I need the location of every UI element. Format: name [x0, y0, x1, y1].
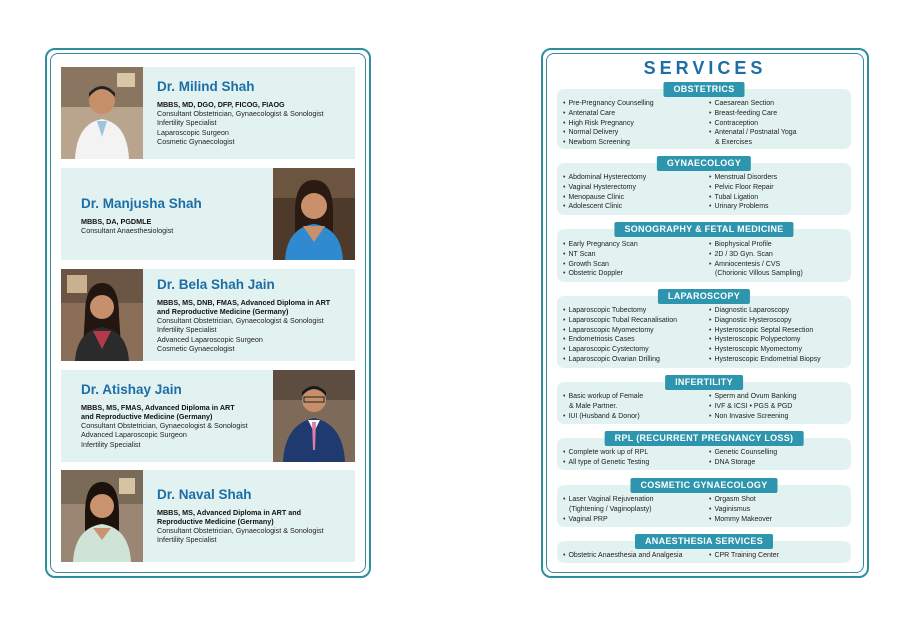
doctor-role: Infertility Specialist — [81, 439, 141, 449]
service-item: • Antenatal Care — [563, 109, 654, 119]
doctor-role: Infertility Specialist — [157, 325, 217, 335]
service-item: • Hysteroscopic Polypectomy — [709, 335, 821, 345]
service-item: • CPR Training Center — [709, 551, 779, 561]
service-item: • Complete work up of RPL — [563, 448, 649, 458]
service-item: • Laparoscopic Cystectomy — [563, 345, 677, 355]
service-item: (Chorionic Villous Sampling) — [715, 270, 803, 278]
service-item: • Growth Scan — [563, 260, 638, 270]
doctor-card — [61, 470, 355, 562]
service-item: • Pre-Pregnancy Counselling — [563, 99, 654, 109]
doctor-role: Cosmetic Gynaecologist — [157, 136, 235, 146]
doctor-degree-line: MBBS, MS, DNB, FMAS, Advanced Diploma in ART — [157, 298, 331, 307]
service-item: • Basic workup of Female — [563, 392, 643, 402]
service-item: • Caesarean Section — [709, 99, 797, 109]
service-item: • Tubal Ligation — [709, 193, 777, 203]
service-item: • Menopause Clinic — [563, 193, 646, 203]
service-item: • Pelvic Floor Repair — [709, 183, 777, 193]
doctor-name: Dr. Manjusha Shah — [81, 196, 202, 211]
section-heading: OBSTETRICS — [663, 82, 744, 97]
service-section-infertility — [557, 377, 851, 424]
doctor-role: Consultant Obstetrician, Gynaecologist & Sonologist — [157, 316, 324, 325]
doctor-role: Consultant Obstetrician, Gynaecologist & Sonologist — [81, 421, 248, 430]
services-title: SERVICES — [643, 58, 767, 78]
doctor-card — [61, 269, 355, 361]
doctor-photo — [273, 370, 355, 462]
doctor-card — [61, 370, 355, 462]
doctor-role: Cosmetic Gynaecologist — [157, 343, 235, 353]
service-item: • Vaginal Hysterectomy — [563, 183, 646, 193]
doctor-card — [61, 168, 355, 260]
service-item: • NT Scan — [563, 250, 638, 260]
service-item: • Amniocentesis / CVS — [709, 260, 803, 270]
section-heading: LAPAROSCOPY — [658, 289, 750, 304]
doctor-card — [61, 67, 355, 159]
doctor-degree-line: MBBS, DA, PGDMLE — [81, 217, 152, 226]
service-item: • Hysteroscopic Endometrial Biopsy — [709, 355, 821, 365]
doctor-name: Dr. Bela Shah Jain — [157, 277, 275, 292]
service-item: (Tightening / Vaginoplasty) — [569, 505, 652, 513]
section-heading: COSMETIC GYNAECOLOGY — [630, 478, 777, 493]
service-item: • Diagnostic Hysteroscopy — [709, 316, 821, 326]
service-section-rpl — [557, 433, 851, 470]
doctor-role: Infertility Specialist — [157, 118, 217, 128]
doctor-photo — [61, 470, 143, 562]
section-heading: GYNAECOLOGY — [657, 156, 751, 171]
service-item: • Adolescent Clinic — [563, 202, 646, 212]
service-item: • IVF & ICSI • PGS & PGD — [709, 402, 797, 412]
service-item: • Genetic Counselling — [709, 448, 777, 458]
doctor-degree-line: and Reproductive Medicine (Germany) — [157, 307, 289, 316]
section-heading: ANAESTHESIA SERVICES — [635, 534, 773, 549]
doctor-photo — [273, 168, 355, 260]
service-section-cosmetic — [557, 480, 851, 527]
doctor-degree-line: Reproductive Medicine (Germany) — [157, 517, 274, 526]
service-item: • Hysteroscopic Septal Resection — [709, 326, 821, 336]
service-item: • Contraception — [709, 119, 797, 129]
service-item: • Non Invasive Screening — [709, 412, 797, 422]
doctor-name: Dr. Atishay Jain — [81, 382, 182, 397]
service-item: & Male Partner. — [569, 402, 618, 410]
service-section-sonography — [557, 224, 851, 282]
service-item: • Endometriosis Cases — [563, 335, 677, 345]
doctor-role: Advanced Laparoscopic Surgeon — [157, 334, 263, 344]
service-item: • Biophysical Profile — [709, 240, 803, 250]
service-item: • Vaginal PRP — [563, 515, 654, 525]
service-section-gynaecology — [557, 158, 851, 215]
service-item: • Obstetric Doppler — [563, 269, 638, 279]
doctor-degree-line: and Reproductive Medicine (Germany) — [81, 412, 213, 421]
doctor-name: Dr. Milind Shah — [157, 79, 255, 94]
service-item: • Vaginismus — [709, 505, 772, 515]
doctor-name: Dr. Naval Shah — [157, 487, 252, 502]
service-item: • Abdominal Hysterectomy — [563, 173, 646, 183]
service-item: • Diagnostic Laparoscopy — [709, 306, 821, 316]
service-item: • Early Pregnancy Scan — [563, 240, 638, 250]
service-item: • Laparoscopic Tubal Recanalisation — [563, 316, 677, 326]
doctor-degree-line: MBBS, MS, FMAS, Advanced Diploma in ART — [81, 403, 235, 412]
doctor-degree-line: MBBS, MS, Advanced Diploma in ART and — [157, 508, 302, 517]
service-item: • Antenatal / Postnatal Yoga — [709, 128, 797, 138]
service-item: • Breast-feeding Care — [709, 109, 797, 119]
service-item: • Obstetric Anaesthesia and Analgesia — [563, 551, 682, 561]
service-item: • High Risk Pregnancy — [563, 119, 654, 129]
service-item: • DNA Storage — [709, 458, 777, 468]
service-item: • Laser Vaginal Rejuvenation — [563, 495, 654, 505]
service-item: & Exercises — [715, 139, 752, 147]
doctor-role: Advanced Laparoscopic Surgeon — [81, 430, 187, 440]
service-item: • Normal Delivery — [563, 128, 654, 138]
service-item: • Newborn Screening — [563, 138, 654, 148]
doctor-role: Laparoscopic Surgeon — [157, 127, 229, 137]
service-item: • Laparoscopic Ovarian Drilling — [563, 355, 677, 365]
service-item: • All type of Genetic Testing — [563, 458, 649, 468]
service-item: • Urinary Problems — [709, 202, 777, 212]
service-item: • Laparoscopic Tubectomy — [563, 306, 677, 316]
service-item: • Menstrual Disorders — [709, 173, 777, 183]
service-item: • Hysteroscopic Myomectomy — [709, 345, 821, 355]
section-heading: RPL (RECURRENT PREGNANCY LOSS) — [605, 431, 804, 446]
doctor-degree-line: MBBS, MD, DGO, DFP, FICOG, FIAOG — [157, 100, 285, 109]
service-item: • IUI (Husband & Donor) — [563, 412, 643, 422]
service-item: • Sperm and Ovum Banking — [709, 392, 797, 402]
service-section-obstetrics — [557, 84, 851, 149]
service-item: • 2D / 3D Gyn. Scan — [709, 250, 803, 260]
doctor-photo — [61, 269, 143, 361]
service-item: • Mommy Makeover — [709, 515, 772, 525]
service-section-laparoscopy — [557, 291, 851, 368]
doctor-role: Infertility Specialist — [157, 535, 217, 545]
section-heading: SONOGRAPHY & FETAL MEDICINE — [614, 222, 793, 237]
doctor-role: Consultant Anaesthesiologist — [81, 226, 174, 235]
doctor-role: Consultant Obstetrician, Gynaecologist & Sonologist — [157, 526, 324, 535]
section-heading: INFERTILITY — [665, 375, 743, 390]
doctor-role: Consultant Obstetrician, Gynaecologist & Sonologist — [157, 109, 324, 118]
service-item: • Orgasm Shot — [709, 495, 772, 505]
service-section-anaesthesia — [557, 536, 851, 563]
doctor-photo — [61, 67, 143, 159]
service-item: • Laparoscopic Myomectomy — [563, 326, 677, 336]
